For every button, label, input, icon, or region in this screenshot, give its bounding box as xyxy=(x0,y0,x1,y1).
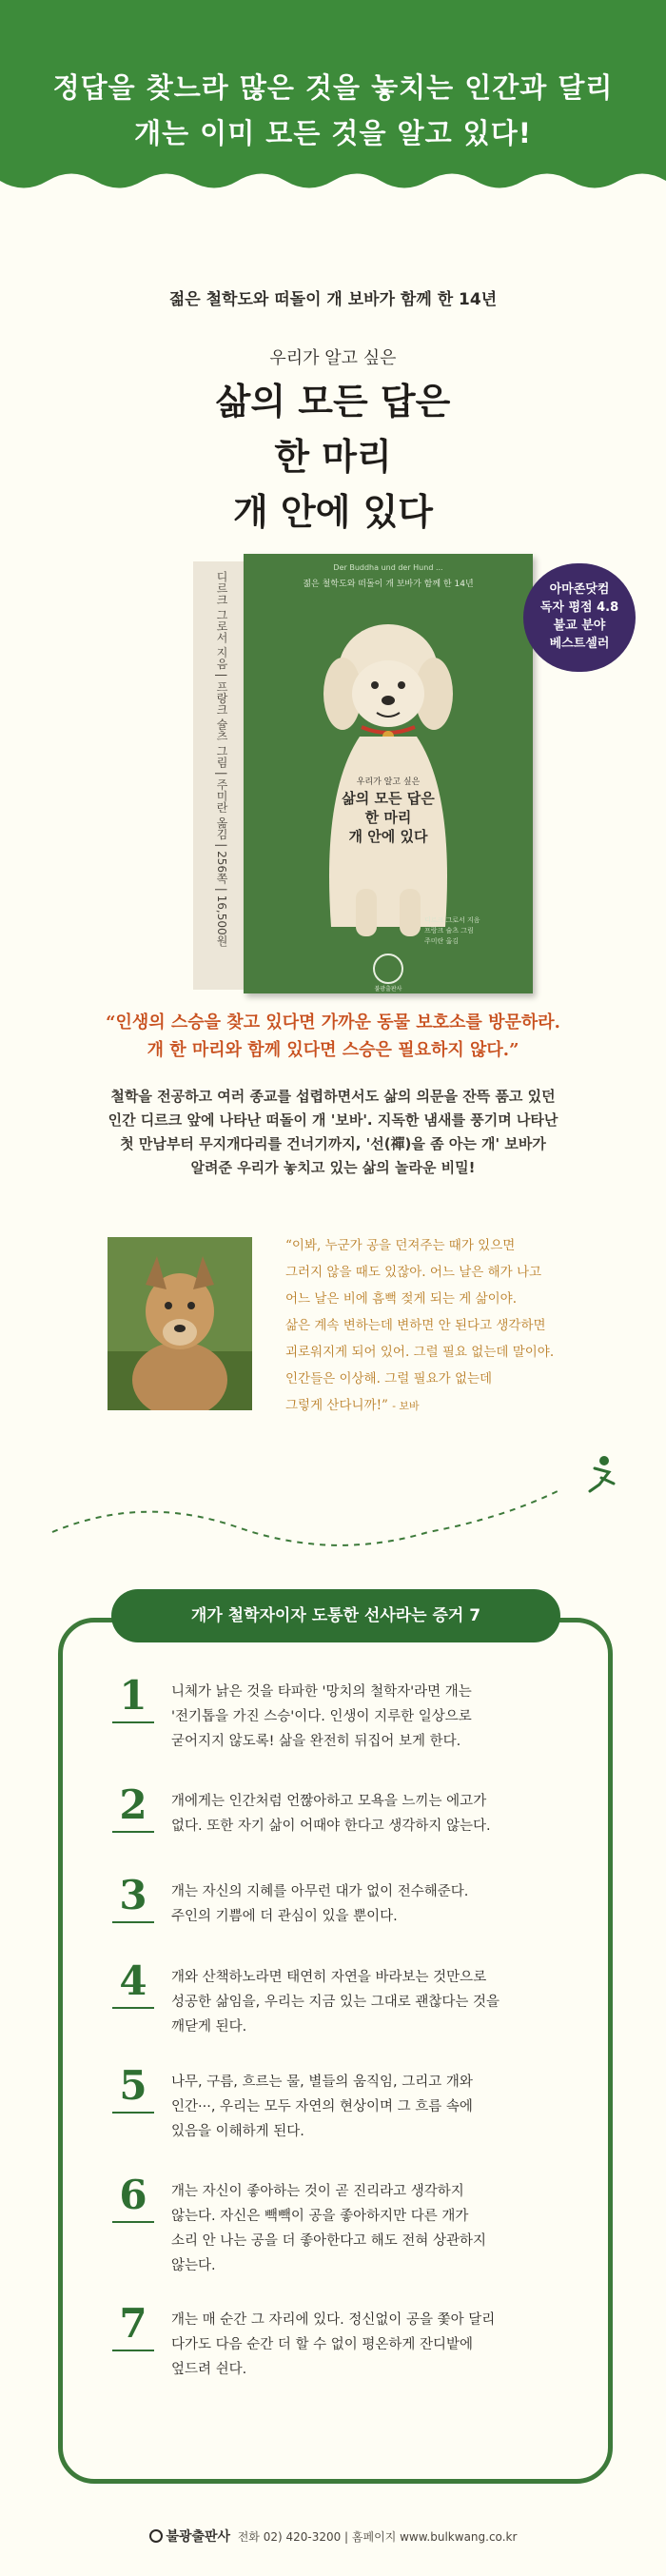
proof-number-underline xyxy=(112,2221,154,2223)
dashed-path-decoration xyxy=(0,1442,666,1556)
intro-line-4: 알려준 우리가 놓치고 있는 삶의 놀라운 비밀! xyxy=(190,1159,476,1176)
bobo-quote-line: 괴로워지게 되어 있어. 그럴 필요 없는데 말이야. xyxy=(285,1345,555,1360)
cover-title-line-2: 한 마리 xyxy=(364,809,412,826)
title-line-2: 한 마리 xyxy=(274,435,392,478)
cover-subtitle: 젊은 철학도와 떠돌이 개 보바가 함께 한 14년 xyxy=(303,580,474,589)
proof-number-underline xyxy=(112,1921,154,1923)
bobo-quote-line: 그렇게 산다니까!” xyxy=(285,1398,388,1413)
footer-contact: 전화 02) 420-3200 | 홈페이지 www.bulkwang.co.kr xyxy=(237,2530,518,2544)
intro-line-2: 인간 디르크 앞에 나타난 떠돌이 개 '보바'. 지독한 냄새를 풍기며 나타난 xyxy=(108,1111,558,1129)
running-figure-icon xyxy=(590,1456,614,1491)
header-line-2: 개는 이미 모든 것을 알고 있다! xyxy=(134,117,532,149)
dog-photo xyxy=(108,1237,252,1410)
bobo-quote-line: 삶은 계속 변하는데 변하면 안 된다고 생각하면 xyxy=(285,1318,546,1333)
cover-title-line-1: 삶의 모든 답은 xyxy=(342,790,435,807)
proof-text-line: 없다. 또한 자기 삶이 어때야 한다고 생각하지 않는다. xyxy=(171,1819,491,1834)
proof-text-line: 개에게는 인간처럼 언짢아하고 모욕을 느끼는 에고가 xyxy=(171,1794,487,1809)
proof-number-underline xyxy=(112,1831,154,1833)
badge-line-2: 독자 평점 4.8 xyxy=(539,600,619,615)
spine-credits: 디르크 그로서 지음 | 프랑크 슐츠 그림 | 주미란 옮김 | 256쪽 | 16,500원 xyxy=(215,571,228,947)
proof-number-underline xyxy=(112,2350,154,2351)
bobo-quote-line: 어느 날은 비에 흠뻑 젖게 되는 게 삶이야. xyxy=(285,1291,517,1307)
bobo-quote xyxy=(285,1232,609,1420)
bobo-attribution: - 보바 xyxy=(392,1400,420,1412)
book-subtitle: 젊은 철학도와 떠돌이 개 보바가 함께 한 14년 xyxy=(168,290,498,309)
proof-number-underline xyxy=(112,2007,154,2009)
cover-publisher: 불광출판사 xyxy=(374,986,402,993)
footer xyxy=(0,2527,666,2546)
cover-credit-author: 디르크 그로서 지음 xyxy=(424,916,480,924)
proof-number: 1 xyxy=(119,1672,147,1719)
proof-number: 3 xyxy=(119,1872,147,1918)
proof-number: 5 xyxy=(119,2062,147,2109)
proof-text xyxy=(171,1965,571,2039)
cover-title-line-3: 개 안에 있다 xyxy=(348,828,428,845)
proof-text-line: 나무, 구름, 흐르는 물, 별들의 움직임, 그리고 개와 xyxy=(171,2075,473,2090)
book-spine xyxy=(193,561,251,990)
proof-text-line: 니체가 낡은 것을 타파한 '망치의 철학자'라면 개는 xyxy=(171,1684,472,1700)
proof-text-line: '전기톱을 가진 스승'이다. 인생이 지루한 일상으로 xyxy=(171,1709,472,1724)
cover-credits xyxy=(424,915,519,947)
proof-text xyxy=(171,2070,571,2144)
title-small: 우리가 알고 싶은 xyxy=(269,348,397,368)
proof-text xyxy=(171,1680,571,1754)
proof-text-line: 개는 자신이 좋아하는 것이 곧 진리라고 생각하지 xyxy=(171,2184,464,2199)
proof-text-line: 있음을 이해하게 된다. xyxy=(171,2124,304,2139)
proof-number: 7 xyxy=(119,2300,147,2347)
proof-text-line: 깨닫게 된다. xyxy=(171,2019,247,2035)
proof-text-line: 않는다. 자신은 빽빽이 공을 좋아하지만 다른 개가 xyxy=(171,2209,469,2224)
cover-credit-translator: 주미란 옮김 xyxy=(424,937,460,945)
proof-text-line: 굳어지지 않도록! 삶을 완전히 뒤집어 보게 한다. xyxy=(171,1734,461,1749)
bobo-quote-line: 인간들은 이상해. 그럴 필요가 없는데 xyxy=(285,1371,493,1386)
proofs-title: 개가 철학자이자 도통한 선사라는 증거 7 xyxy=(111,1589,560,1642)
proof-text xyxy=(171,2308,571,2382)
proof-number: 4 xyxy=(119,1957,147,2004)
proof-text-line: 다가도 다음 순간 더 할 수 없이 평온하게 잔디밭에 xyxy=(171,2337,474,2352)
main-quote-line-2: 개 한 마리와 함께 있다면 스승은 필요하지 않다.” xyxy=(147,1040,519,1060)
title-line-3: 개 안에 있다 xyxy=(233,490,433,533)
intro-line-1: 철학을 전공하고 여러 종교를 섭렵하면서도 삶의 의문을 잔뜩 품고 있던 xyxy=(110,1088,556,1105)
proof-text-line: 개는 자신의 지혜를 아무런 대가 없이 전수해준다. xyxy=(171,1884,469,1899)
proof-text xyxy=(171,2179,571,2278)
book-cover xyxy=(244,554,533,993)
publisher-logo-icon xyxy=(149,2529,163,2543)
intro-line-3: 첫 만남부터 무지개다리를 건너기까지, '선(禪)을 좀 아는 개' 보바가 xyxy=(120,1135,546,1152)
cover-english-title: Der Buddha und der Hund ... xyxy=(333,563,443,572)
proof-number-underline xyxy=(112,1721,154,1723)
footer-publisher: 불광출판사 xyxy=(166,2529,231,2545)
proof-text-line: 개는 매 순간 그 자리에 있다. 정신없이 공을 쫓아 달리 xyxy=(171,2312,496,2328)
proof-text-line: 성공한 삶임을, 우리는 지금 있는 그대로 괜찮다는 것을 xyxy=(171,1995,500,2010)
cover-title-small: 우리가 알고 싶은 xyxy=(356,777,421,787)
header-banner xyxy=(0,0,666,205)
bobo-quote-line: “이봐, 누군가 공을 던져주는 때가 있으면 xyxy=(285,1238,516,1253)
proof-number: 2 xyxy=(119,1781,147,1828)
proof-text-line: 인간···, 우리는 모두 자연의 현상이며 그 흐름 속에 xyxy=(171,2099,473,2114)
title-line-1: 삶의 모든 답은 xyxy=(215,380,451,423)
proof-text-line: 소리 안 나는 공을 더 좋아한다고 해도 전혀 상관하지 xyxy=(171,2233,487,2249)
proof-text xyxy=(171,1879,571,1929)
header-line-1: 정답을 찾느라 많은 것을 놓치는 인간과 달리 xyxy=(52,71,614,104)
badge-line-3: 불교 분야 xyxy=(553,619,606,633)
proof-text-line: 주인의 기쁨에 더 관심이 있을 뿐이다. xyxy=(171,1909,398,1924)
badge-line-4: 베스트셀러 xyxy=(549,637,610,651)
proof-text xyxy=(171,1789,571,1839)
proof-text-line: 않는다. xyxy=(171,2258,216,2273)
bobo-quote-line: 그러지 않을 때도 있잖아. 어느 날은 해가 나고 xyxy=(285,1265,542,1280)
cover-credit-illustrator: 프랑크 슐츠 그림 xyxy=(424,927,474,934)
proof-text-line: 개와 산책하노라면 태연히 자연을 바라보는 것만으로 xyxy=(171,1970,487,1985)
dog-photo-image xyxy=(108,1237,252,1410)
proof-number-underline xyxy=(112,2112,154,2114)
publisher-logo-icon xyxy=(373,954,403,984)
main-quote-line-1: “인생의 스승을 찾고 있다면 가까운 동물 보호소를 방문하라. xyxy=(106,1013,560,1032)
proof-number: 6 xyxy=(119,2172,147,2218)
badge-line-1: 아마존닷컴 xyxy=(549,582,610,597)
proof-text-line: 엎드려 쉰다. xyxy=(171,2362,247,2377)
amazon-badge xyxy=(523,563,636,672)
